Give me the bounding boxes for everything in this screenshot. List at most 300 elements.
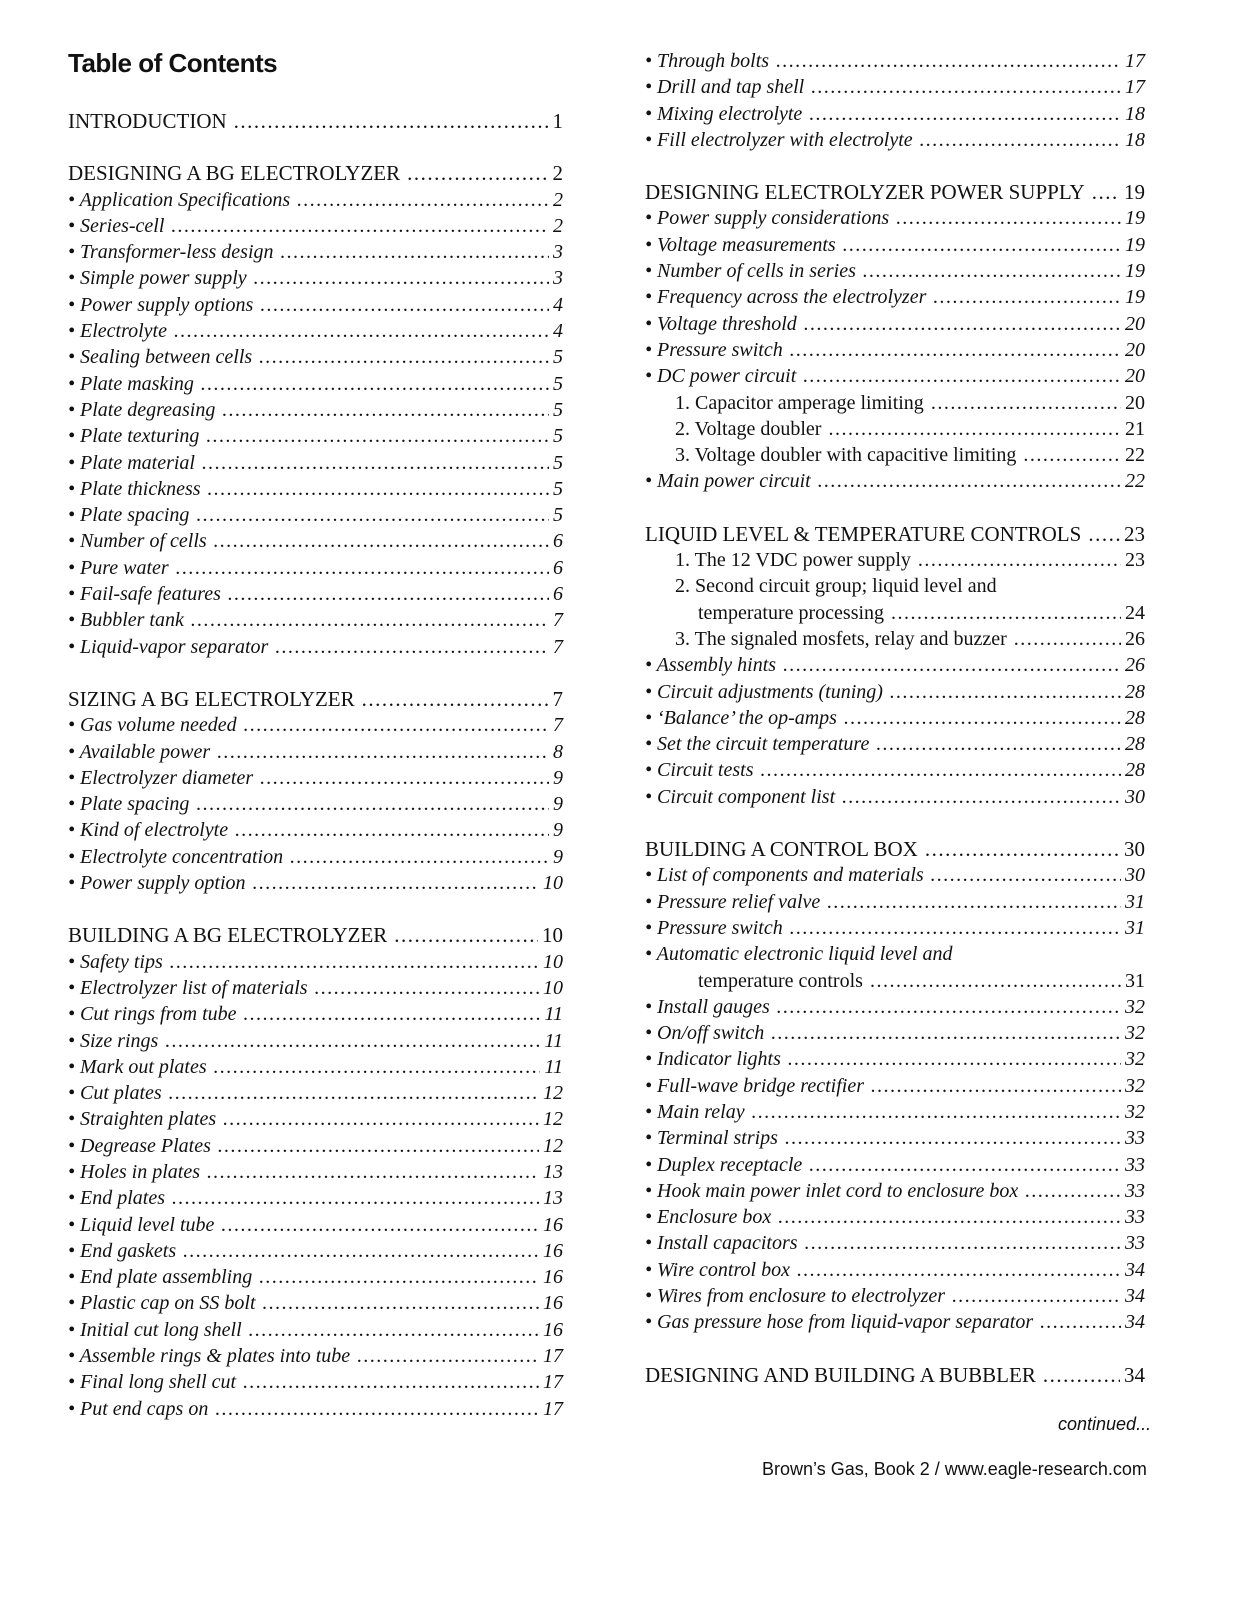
dot-leader (1088, 521, 1120, 547)
toc-entry-label: BUILDING A BG ELECTROLYZER (68, 923, 388, 948)
toc-entry-label: • Plate thickness (68, 477, 201, 500)
toc-entry (68, 581, 563, 607)
dot-leader (407, 160, 548, 186)
toc-entry-label: • Automatic electronic liquid level and (645, 943, 953, 966)
toc-page-number: 34 (1125, 1258, 1145, 1281)
toc-entry-label: • Plate spacing (68, 504, 190, 527)
toc-entry (645, 862, 1145, 888)
toc-entry-label: • Indicator lights (645, 1048, 781, 1071)
toc-entry-label: • Circuit component list (645, 785, 836, 808)
toc-page-number: 4 (553, 293, 563, 316)
toc-entry-label: • Available power (68, 740, 211, 763)
toc-entry-label: • Wire control box (645, 1258, 790, 1281)
toc-entry-label: • Wires from enclosure to electrolyzer (645, 1285, 946, 1308)
toc-entry-label: • Series-cell (68, 214, 165, 237)
dot-leader (214, 528, 549, 554)
toc-entry-label: • Plate degreasing (68, 398, 216, 421)
toc-entry (68, 1133, 563, 1159)
toc-entry-label: • Full-wave bridge rectifier (645, 1074, 864, 1097)
dot-leader (890, 679, 1121, 705)
toc-entry-label: • On/off switch (645, 1022, 765, 1045)
toc-page-number: 34 (1124, 1362, 1145, 1387)
toc-page-number: 3 (553, 267, 563, 290)
dot-leader (777, 994, 1121, 1020)
toc-entry (645, 205, 1145, 231)
toc-entry-label: • Power supply option (68, 872, 246, 895)
dot-leader (259, 344, 549, 370)
dot-leader (171, 213, 549, 239)
toc-entry (68, 292, 563, 318)
toc-entry-label: • Install capacitors (645, 1232, 798, 1255)
dot-leader (176, 555, 549, 581)
toc-entry (68, 870, 563, 896)
toc-entry-label: • Cut plates (68, 1082, 162, 1105)
toc-page-number: 2 (553, 188, 563, 211)
dot-leader (843, 232, 1121, 258)
page-title: Table of Contents (68, 48, 278, 78)
toc-entry-label: • Put end caps on (68, 1397, 209, 1420)
dot-leader (281, 239, 549, 265)
toc-entry (645, 363, 1145, 389)
dot-leader (1092, 179, 1120, 205)
toc-entry-label: temperature controls (698, 969, 863, 992)
toc-entry-label: • Application Specifications (68, 188, 291, 211)
dot-leader (174, 318, 549, 344)
dot-leader (249, 1317, 539, 1343)
toc-entry (645, 705, 1145, 731)
section-spacer (68, 134, 563, 160)
toc-entry (645, 784, 1145, 810)
page-footer: Brown’s Gas, Book 2 / www.eagle-research.com (762, 1459, 1147, 1479)
toc-page-number: 10 (543, 976, 563, 999)
toc-page-number: 33 (1125, 1232, 1145, 1255)
toc-section-heading (645, 179, 1145, 205)
dot-leader (790, 337, 1121, 363)
toc-entry-label: • Initial cut long shell (68, 1318, 242, 1341)
dot-leader (183, 1238, 539, 1264)
toc-section-heading (68, 922, 563, 948)
dot-leader (783, 652, 1121, 678)
toc-page-number: 5 (553, 372, 563, 395)
toc-entry (68, 1264, 563, 1290)
dot-leader (217, 739, 549, 765)
dot-leader (196, 791, 549, 817)
toc-entry-label: • Plastic cap on SS bolt (68, 1292, 256, 1315)
toc-page-number: 13 (543, 1160, 563, 1183)
dot-leader (809, 101, 1121, 127)
toc-entry-label: • Liquid-vapor separator (68, 635, 269, 658)
toc-entry-label: • ‘Balance’ the op-amps (645, 706, 837, 729)
dot-leader (925, 836, 1120, 862)
toc-entry (645, 1099, 1145, 1125)
section-spacer (68, 660, 563, 686)
dot-leader (218, 1133, 539, 1159)
dot-leader (362, 686, 549, 712)
toc-page-number: 7 (553, 635, 563, 658)
toc-entry (645, 626, 1145, 652)
toc-entry (645, 1230, 1145, 1256)
toc-entry-label: • Drill and tap shell (645, 76, 805, 99)
toc-page-number: 20 (1125, 365, 1145, 388)
toc-entry-label: • DC power circuit (645, 365, 797, 388)
dot-leader (223, 1106, 539, 1132)
toc-entry-label: • Circuit adjustments (tuning) (645, 680, 883, 703)
dot-leader (871, 1073, 1121, 1099)
toc-entry (68, 213, 563, 239)
toc-entry (68, 187, 563, 213)
dot-leader (804, 311, 1121, 337)
toc-page-number: 5 (553, 477, 563, 500)
toc-entry (68, 344, 563, 370)
toc-entry-label: • End plate assembling (68, 1266, 253, 1289)
toc-entry (645, 284, 1145, 310)
toc-entry-label: • Cut rings from tube (68, 1003, 237, 1026)
dot-leader (215, 1396, 539, 1422)
toc-entry-label: • Duplex receptacle (645, 1153, 803, 1176)
dot-leader (771, 1020, 1121, 1046)
toc-entry-label: • Mixing electrolyte (645, 102, 803, 125)
toc-entry-label: BUILDING A CONTROL BOX (645, 837, 918, 862)
dot-leader (228, 581, 549, 607)
dot-leader (260, 765, 549, 791)
toc-page-number: 13 (543, 1187, 563, 1210)
toc-page-number: 5 (553, 346, 563, 369)
toc-entry (645, 390, 1145, 416)
dot-leader (1043, 1362, 1120, 1388)
toc-entry-label: 3. The signaled mosfets, relay and buzzer (675, 627, 1007, 650)
toc-page-number: 28 (1125, 733, 1145, 756)
toc-page-number: 24 (1125, 601, 1145, 624)
toc-page-number: 23 (1125, 549, 1145, 572)
dot-leader (863, 258, 1121, 284)
dot-leader (260, 292, 549, 318)
continued-note: continued... (1058, 1414, 1152, 1434)
toc-entry (68, 318, 563, 344)
toc-entry (645, 468, 1145, 494)
toc-entry (645, 101, 1145, 127)
dot-leader (201, 371, 549, 397)
dot-leader (761, 757, 1122, 783)
toc-entry-label: • Set the circuit temperature (645, 733, 870, 756)
section-spacer (68, 896, 563, 922)
toc-entry (68, 371, 563, 397)
toc-entry (68, 1054, 563, 1080)
dot-leader (776, 48, 1121, 74)
toc-page-number: 7 (553, 714, 563, 737)
dot-leader (214, 1054, 541, 1080)
toc-entry (645, 1257, 1145, 1283)
toc-entry-label: • Electrolyte (68, 320, 167, 343)
toc-entry (645, 731, 1145, 757)
section-spacer (645, 1336, 1145, 1362)
toc-page-number: 4 (553, 320, 563, 343)
toc-section-heading (645, 521, 1145, 547)
toc-entry-label: 3. Voltage doubler with capacitive limiting (675, 444, 1017, 467)
toc-entry (68, 949, 563, 975)
dot-leader (797, 1257, 1121, 1283)
dot-leader (165, 1028, 540, 1054)
toc-entry-label: DESIGNING A BG ELECTROLYZER (68, 161, 401, 186)
toc-entry (645, 600, 1145, 626)
toc-entry (68, 450, 563, 476)
toc-page-number: 20 (1125, 338, 1145, 361)
toc-entry (68, 1238, 563, 1264)
toc-entry-label: INTRODUCTION (68, 109, 227, 133)
dot-leader (931, 862, 1121, 888)
toc-entry-label: • Gas pressure hose from liquid-vapor separator (645, 1311, 1034, 1334)
toc-page-number: 11 (544, 1029, 563, 1052)
toc-page-number: 7 (552, 686, 563, 711)
toc-entry (68, 791, 563, 817)
toc-section-heading (68, 686, 563, 712)
toc-page-number: 33 (1125, 1206, 1145, 1229)
toc-entry-label: DESIGNING AND BUILDING A BUBBLER (645, 1362, 1036, 1387)
toc-entry (68, 975, 563, 1001)
toc-entry-label: • Plate spacing (68, 793, 190, 816)
toc-entry (68, 1369, 563, 1395)
toc-entry (645, 1046, 1145, 1072)
toc-entry (645, 258, 1145, 284)
toc-entry (68, 1106, 563, 1132)
toc-page-number: 19 (1125, 260, 1145, 283)
toc-entry-label: • Hook main power inlet cord to enclosure box (645, 1179, 1019, 1202)
toc-section-heading (645, 836, 1145, 862)
dot-leader (1014, 626, 1121, 652)
toc-page-number: 10 (543, 950, 563, 973)
toc-entry (645, 757, 1145, 783)
dot-leader (290, 844, 549, 870)
toc-page-number: 5 (553, 425, 563, 448)
toc-entry (68, 1290, 563, 1316)
toc-page-number: 28 (1125, 706, 1145, 729)
toc-entry (645, 968, 1145, 994)
toc-entry (68, 1185, 563, 1211)
toc-page-number: 17 (543, 1345, 563, 1368)
toc-page-number: 16 (543, 1213, 563, 1236)
dot-leader (191, 607, 549, 633)
dot-leader (263, 1290, 539, 1316)
section-spacer (645, 810, 1145, 836)
toc-entry (68, 634, 563, 660)
toc-entry (645, 127, 1145, 153)
toc-page-number: 26 (1125, 627, 1145, 650)
dot-leader (243, 1369, 539, 1395)
section-spacer (645, 495, 1145, 521)
toc-entry (68, 1343, 563, 1369)
toc-page-number: 20 (1125, 312, 1145, 335)
toc-entry-label: • Terminal strips (645, 1127, 778, 1150)
toc-section-heading (68, 160, 563, 186)
dot-leader (785, 1125, 1121, 1151)
toc-entry (645, 442, 1145, 468)
dot-leader (202, 450, 549, 476)
toc-page-number: 18 (1125, 102, 1145, 125)
toc-entry-label: 2. Voltage doubler (675, 417, 822, 440)
toc-entry-label: • Number of cells in series (645, 260, 856, 283)
dot-leader (244, 712, 549, 738)
dot-leader (952, 1283, 1121, 1309)
dot-leader (221, 1212, 539, 1238)
dot-leader (920, 127, 1121, 153)
toc-entry (645, 48, 1145, 74)
toc-page-number: 33 (1125, 1127, 1145, 1150)
toc-page-number: 10 (542, 923, 563, 948)
toc-entry (68, 1028, 563, 1054)
toc-entry-label: • Simple power supply (68, 267, 247, 290)
dot-leader (254, 265, 549, 291)
dot-leader (778, 1204, 1121, 1230)
toc-entry (68, 712, 563, 738)
toc-entry (645, 311, 1145, 337)
toc-entry (645, 74, 1145, 100)
dot-leader (259, 1264, 539, 1290)
toc-entry (645, 1020, 1145, 1046)
toc-entry-label: • Power supply options (68, 293, 254, 316)
dot-leader (196, 502, 549, 528)
toc-entry-label: • Through bolts (645, 50, 770, 72)
toc-section-heading (645, 1362, 1145, 1388)
toc-page-number: 16 (543, 1292, 563, 1315)
toc-entry (68, 1317, 563, 1343)
toc-entry (645, 915, 1145, 941)
dot-leader (1023, 442, 1121, 468)
toc-page-number: 30 (1125, 785, 1145, 808)
toc-page-number: 3 (553, 241, 563, 264)
toc-page-number: 19 (1124, 180, 1145, 205)
toc-entry (68, 555, 563, 581)
toc-entry-label: temperature processing (698, 601, 885, 624)
toc-page-number: 31 (1125, 916, 1145, 939)
toc-page-number: 32 (1125, 995, 1145, 1018)
toc-entry-label: • Pressure relief valve (645, 890, 821, 913)
toc-page-number: 32 (1125, 1100, 1145, 1123)
toc-left-column (68, 108, 563, 1422)
toc-page-number: 5 (553, 504, 563, 527)
toc-page-number: 31 (1125, 890, 1145, 913)
toc-entry-label: • Electrolyzer list of materials (68, 976, 308, 999)
toc-entry-label: • Fill electrolyzer with electrolyte (645, 128, 913, 151)
toc-page-number: 12 (543, 1108, 563, 1131)
toc-page-number: 17 (543, 1397, 563, 1420)
toc-entry (645, 1283, 1145, 1309)
toc-page-number: 21 (1125, 417, 1145, 440)
toc-entry-label: • Sealing between cells (68, 346, 253, 369)
toc-entry (645, 1204, 1145, 1230)
dot-leader (172, 1185, 539, 1211)
toc-entry (68, 265, 563, 291)
toc-entry-label: • Frequency across the electrolyzer (645, 286, 927, 309)
toc-section-heading (68, 108, 563, 134)
dot-leader (206, 423, 549, 449)
dot-leader (170, 949, 539, 975)
toc-entry-label: • Fail-safe features (68, 583, 221, 606)
dot-leader (297, 187, 549, 213)
toc-entry (68, 607, 563, 633)
dot-leader (790, 915, 1121, 941)
toc-page-number: 19 (1125, 233, 1145, 256)
dot-leader (818, 468, 1121, 494)
toc-entry (645, 416, 1145, 442)
dot-leader (891, 600, 1121, 626)
toc-page-number: 31 (1125, 969, 1145, 992)
toc-page-number: 19 (1125, 286, 1145, 309)
toc-page-number: 16 (543, 1239, 563, 1262)
toc-entry-label: • Gas volume needed (68, 714, 237, 737)
toc-page-number: 1 (552, 109, 563, 133)
dot-leader (244, 1001, 541, 1027)
toc-entry-label: • Plate texturing (68, 425, 200, 448)
toc-page-number: 11 (544, 1003, 563, 1026)
toc-entry (68, 739, 563, 765)
toc-entry (68, 528, 563, 554)
toc-entry (68, 1001, 563, 1027)
toc-page-number: 2 (553, 214, 563, 237)
dot-leader (931, 390, 1121, 416)
toc-entry-label: • Voltage threshold (645, 312, 797, 335)
dot-leader (842, 784, 1121, 810)
toc-entry (645, 889, 1145, 915)
toc-page-number: 9 (553, 766, 563, 789)
toc-page-number: 22 (1125, 444, 1145, 467)
toc-entry (645, 941, 1145, 967)
toc-page-number: 12 (543, 1134, 563, 1157)
toc-page-number: 19 (1125, 207, 1145, 230)
toc-page-number: 9 (553, 793, 563, 816)
toc-page-number: 2 (552, 161, 563, 186)
dot-leader (394, 922, 538, 948)
toc-page-number: 20 (1125, 391, 1145, 414)
toc-entry-label: • Assemble rings & plates into tube (68, 1345, 351, 1368)
dot-leader (169, 1080, 539, 1106)
toc-entry (68, 239, 563, 265)
toc-entry-label: • Voltage measurements (645, 233, 836, 256)
toc-entry (645, 573, 1145, 599)
toc-page-number: 16 (543, 1266, 563, 1289)
toc-entry-label: • Bubbler tank (68, 609, 184, 632)
dot-leader (827, 889, 1121, 915)
dot-leader (788, 1046, 1121, 1072)
toc-entry (645, 994, 1145, 1020)
toc-entry-label: • Size rings (68, 1029, 159, 1052)
dot-leader (1025, 1178, 1121, 1204)
toc-entry-label: • Main power circuit (645, 470, 811, 493)
toc-page-number: 34 (1125, 1311, 1145, 1334)
dot-leader (896, 205, 1121, 231)
toc-entry-label: • Plate material (68, 451, 195, 474)
toc-entry-label: • End gaskets (68, 1239, 177, 1262)
dot-leader (315, 975, 539, 1001)
toc-entry (68, 1212, 563, 1238)
toc-entry-label: • End plates (68, 1187, 165, 1210)
dot-leader (235, 817, 549, 843)
toc-entry-label: • Straighten plates (68, 1108, 217, 1131)
toc-page-number: 8 (553, 740, 563, 763)
toc-entry-label: • Final long shell cut (68, 1371, 237, 1394)
dot-leader (234, 108, 549, 134)
toc-entry (68, 1159, 563, 1185)
dot-leader (275, 634, 549, 660)
toc-entry-label: • Holes in plates (68, 1160, 200, 1183)
toc-entry (645, 679, 1145, 705)
toc-entry (68, 844, 563, 870)
toc-entry-label: • Pressure switch (645, 916, 783, 939)
dot-leader (207, 1159, 539, 1185)
toc-page-number: 22 (1125, 470, 1145, 493)
toc-entry-label: • Main relay (645, 1100, 745, 1123)
toc-page-number: 5 (553, 451, 563, 474)
toc-entry-label: • Plate masking (68, 372, 194, 395)
toc-entry-label: • Circuit tests (645, 759, 754, 782)
